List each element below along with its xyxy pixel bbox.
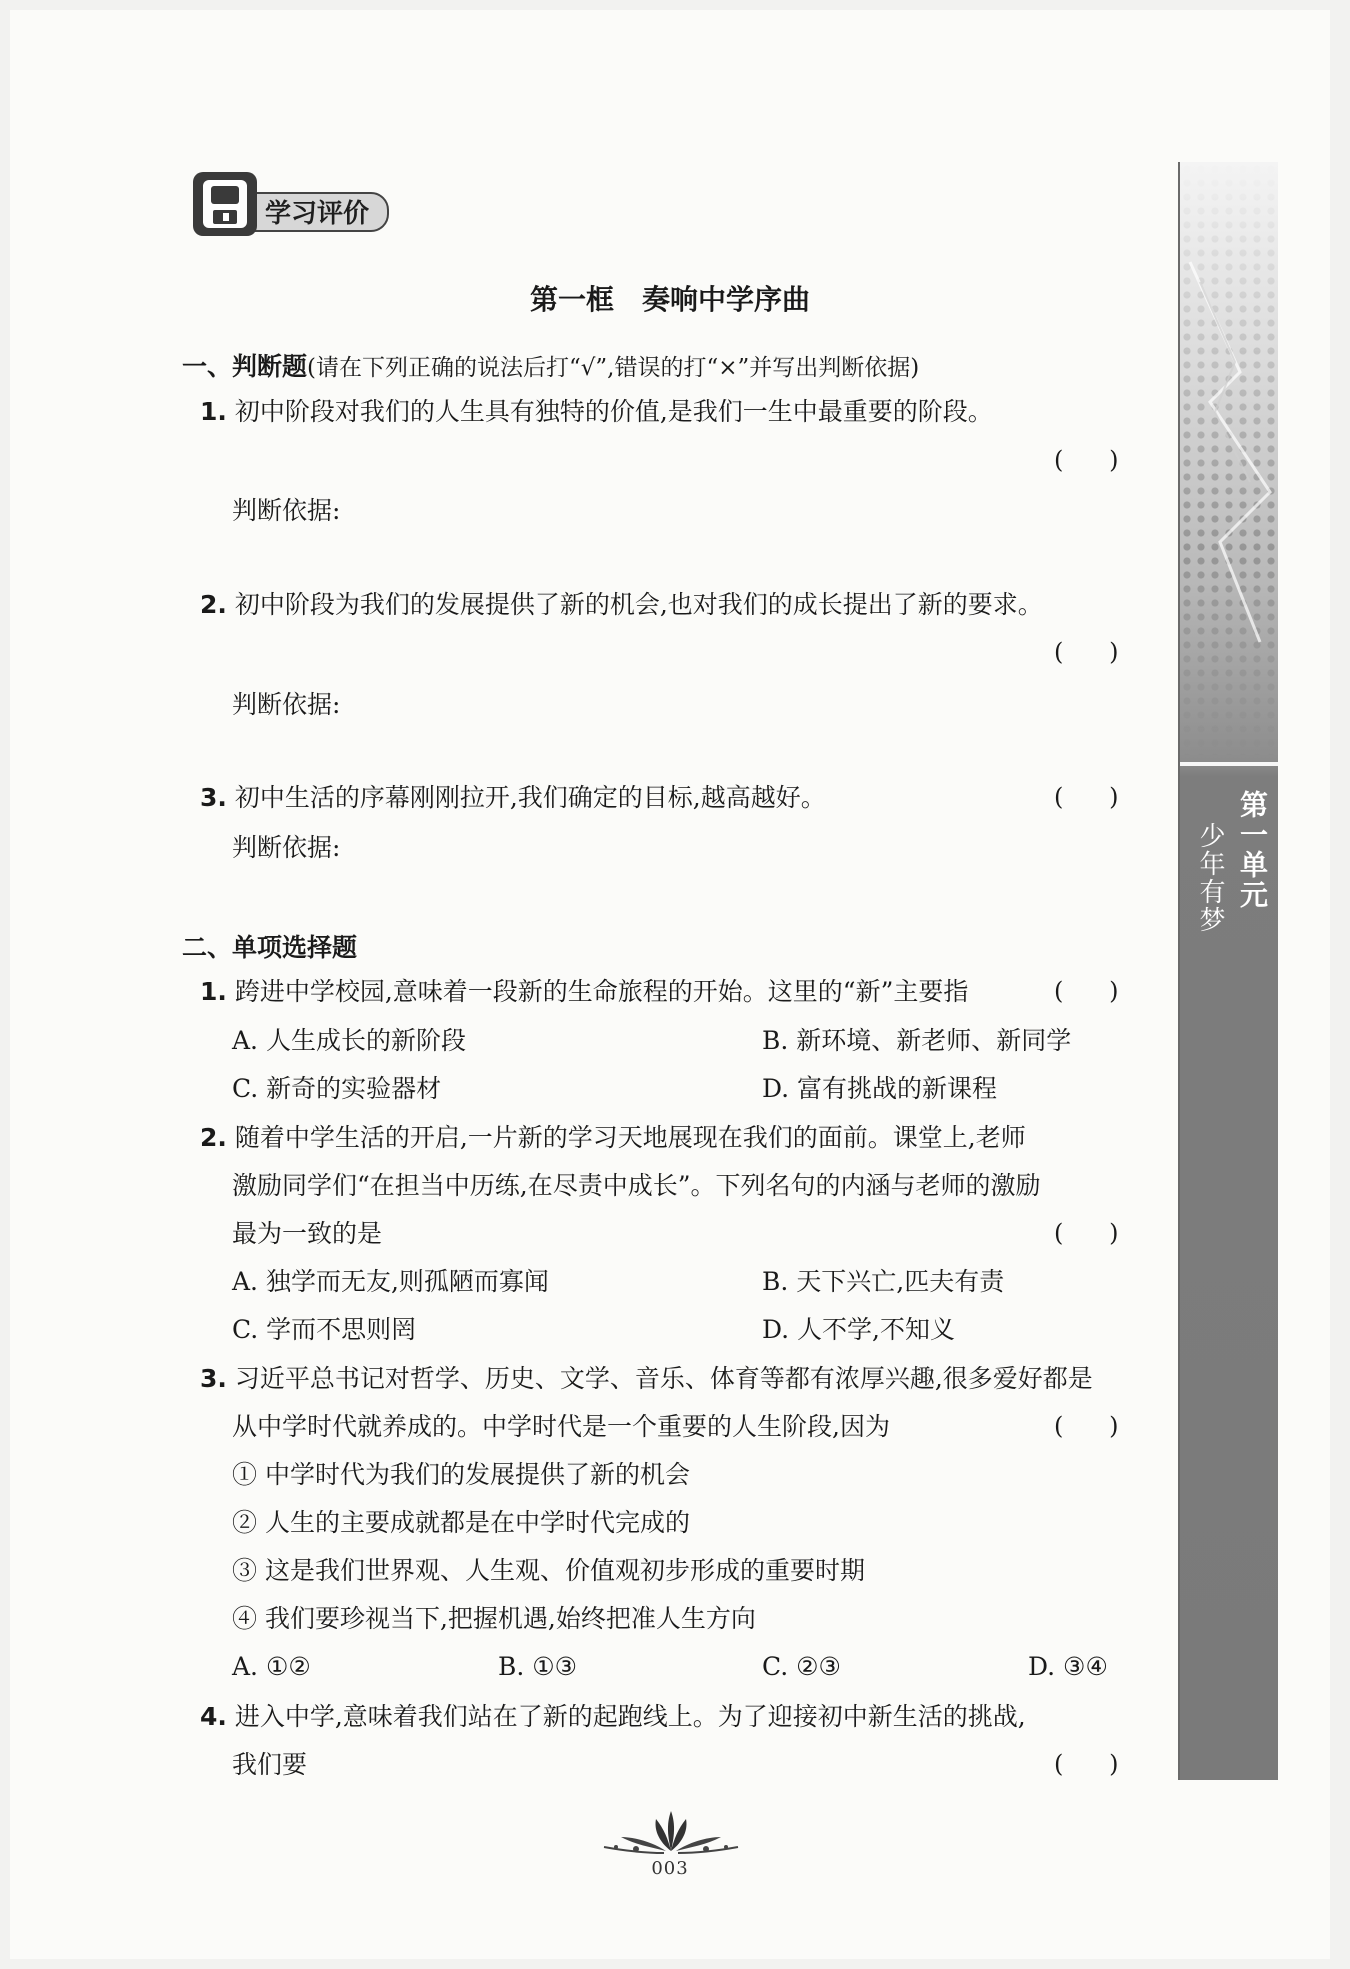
answer-bracket[interactable]: ( ) — [1054, 1219, 1119, 1247]
part1-heading — [182, 347, 919, 383]
part1-instruction: (请在下列正确的说法后打“√”,错误的打“×”并写出判断依据) — [307, 355, 920, 381]
page — [10, 10, 1330, 1959]
mc-question-4 — [200, 1702, 1026, 1732]
question-number: 3. — [200, 783, 227, 812]
question-number: 2. — [200, 1123, 227, 1152]
option-c[interactable]: C. ②③ — [762, 1652, 841, 1681]
answer-bracket[interactable]: ( ) — [1054, 638, 1119, 666]
question-number: 3. — [200, 1364, 227, 1393]
floppy-disk-icon — [193, 172, 257, 236]
tf-question-3 — [200, 783, 826, 813]
mc-question-3 — [200, 1364, 1093, 1394]
statement-3: ③ 这是我们世界观、人生观、价值观初步形成的重要时期 — [232, 1556, 865, 1585]
page-title: 第一框 奏响中学序曲 — [529, 283, 810, 316]
option-b[interactable]: B. 天下兴亡,匹夫有责 — [762, 1267, 1005, 1296]
question-number: 1. — [200, 977, 227, 1006]
basis-label: 判断依据: — [232, 690, 341, 719]
statement-1: ① 中学时代为我们的发展提供了新的机会 — [232, 1460, 690, 1489]
question-text: 随着中学生活的开启,一片新的学习天地展现在我们的面前。课堂上,老师 — [234, 1123, 1026, 1152]
page-number: 003 — [651, 1858, 689, 1879]
answer-bracket[interactable]: ( ) — [1054, 977, 1119, 1005]
question-text: 跨进中学校园,意味着一段新的生命旅程的开始。这里的“新”主要指 — [234, 977, 969, 1006]
answer-bracket[interactable]: ( ) — [1054, 1412, 1119, 1440]
question-number: 4. — [200, 1702, 227, 1731]
option-a[interactable]: A. 人生成长的新阶段 — [232, 1026, 466, 1055]
question-text-line: 从中学时代就养成的。中学时代是一个重要的人生阶段,因为 — [232, 1412, 890, 1441]
option-d[interactable]: D. 富有挑战的新课程 — [762, 1074, 998, 1103]
question-text-line: 激励同学们“在担当中历练,在尽责中成长”。下列名句的内涵与老师的激励 — [232, 1171, 1041, 1200]
mc-question-2 — [200, 1123, 1026, 1153]
question-number: 1. — [200, 397, 227, 426]
question-text: 初中阶段为我们的发展提供了新的机会,也对我们的成长提出了新的要求。 — [234, 590, 1043, 619]
statement-4: ④ 我们要珍视当下,把握机遇,始终把准人生方向 — [232, 1604, 756, 1633]
badge-label: 学习评价 — [265, 199, 370, 229]
leaf-ornament-icon — [596, 1807, 746, 1857]
option-d[interactable]: D. 人不学,不知义 — [762, 1315, 955, 1344]
option-d[interactable]: D. ③④ — [1028, 1652, 1108, 1681]
option-c[interactable]: C. 学而不思则罔 — [232, 1315, 417, 1344]
question-text-line: 我们要 — [232, 1750, 308, 1779]
unit-side-tab — [1178, 162, 1278, 1780]
question-number: 2. — [200, 590, 227, 619]
mc-question-1 — [200, 977, 968, 1007]
basis-label: 判断依据: — [232, 496, 341, 525]
answer-bracket[interactable]: ( ) — [1054, 446, 1119, 474]
option-b[interactable]: B. 新环境、新老师、新同学 — [762, 1026, 1072, 1055]
statement-2: ② 人生的主要成就都是在中学时代完成的 — [232, 1508, 690, 1537]
part2-heading: 二、单项选择题 — [182, 933, 358, 962]
option-c[interactable]: C. 新奇的实验器材 — [232, 1074, 442, 1103]
answer-bracket[interactable]: ( ) — [1054, 783, 1119, 811]
unit-number: 第一单元 — [1236, 790, 1269, 910]
option-a[interactable]: A. ①② — [232, 1652, 311, 1681]
question-text-line: 最为一致的是 — [232, 1219, 383, 1248]
question-text: 习近平总书记对哲学、历史、文学、音乐、体育等都有浓厚兴趣,很多爱好都是 — [234, 1364, 1093, 1393]
answer-bracket[interactable]: ( ) — [1054, 1750, 1119, 1778]
question-text: 初中阶段对我们的人生具有独特的价值,是我们一生中最重要的阶段。 — [234, 397, 993, 426]
question-text: 初中生活的序幕刚刚拉开,我们确定的目标,越高越好。 — [234, 783, 826, 812]
question-text: 进入中学,意味着我们站在了新的起跑线上。为了迎接初中新生活的挑战, — [234, 1702, 1026, 1731]
part1-heading-text: 一、判断题 — [182, 352, 308, 381]
tf-question-1 — [200, 397, 993, 427]
side-tab-divider — [1180, 762, 1278, 766]
lightning-decoration — [1180, 162, 1278, 762]
option-a[interactable]: A. 独学而无友,则孤陋而寡闻 — [232, 1267, 549, 1296]
basis-label: 判断依据: — [232, 833, 341, 862]
tf-question-2 — [200, 590, 1043, 620]
unit-title: 少年有梦 — [1195, 822, 1225, 934]
option-b[interactable]: B. ①③ — [498, 1652, 578, 1681]
